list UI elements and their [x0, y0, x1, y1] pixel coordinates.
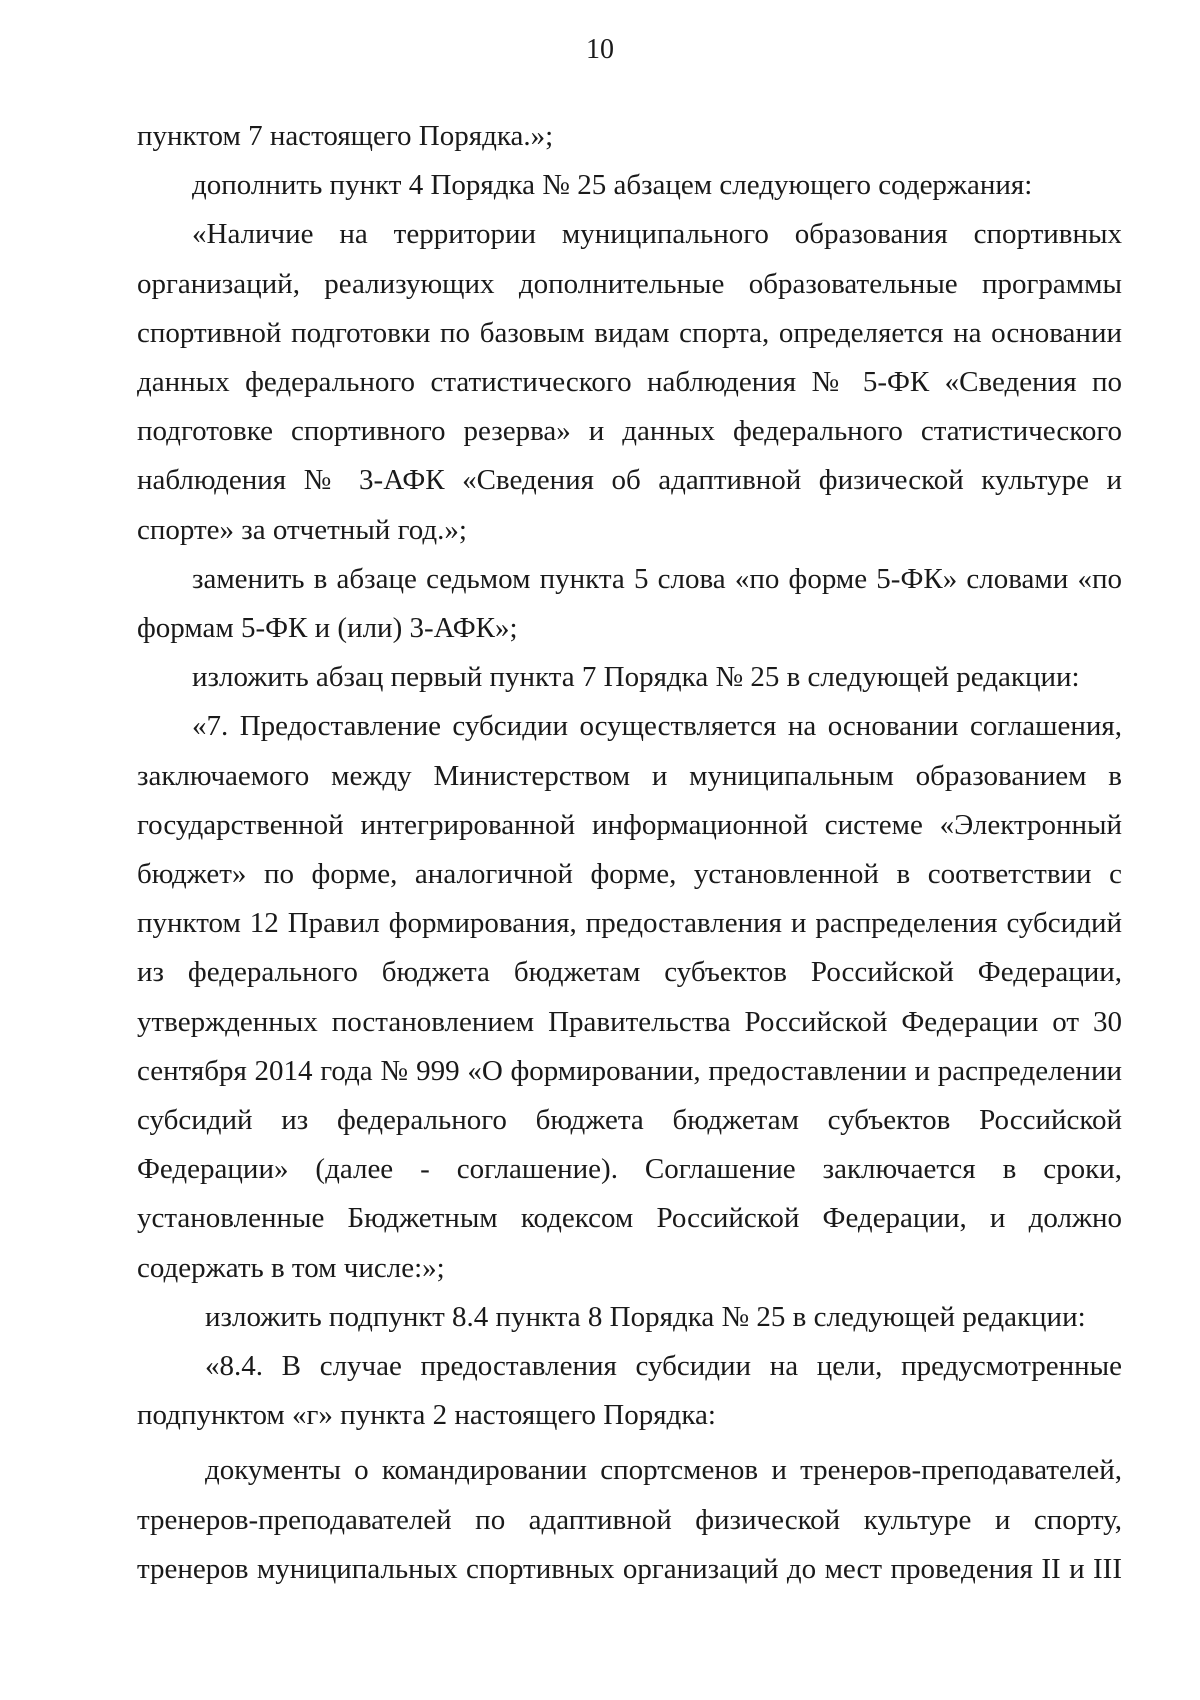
- paragraph-8: «8.4. В случае предоставления субсидии на цели, предусмотренные подпунктом «г» пункта 2 настоящего Порядка:: [137, 1350, 1122, 1432]
- paragraph-4: заменить в абзаце седьмом пункта 5 слова «по форме 5-ФК» словами «по формам 5-ФК и (или) 3-АФК»;: [137, 562, 1122, 645]
- paragraph-5: изложить абзац первый пункта 7 Порядка № 25 в следующей редакции:: [192, 661, 1080, 694]
- document-body: [137, 112, 1122, 1594]
- paragraph-9: документы о командировании спортсменов и тренеров-преподавателей, тренеров-преподавателей по адаптивной физической культуре и спорту, тренеров муниципальных спортивных организаций до мест проведения II и III: [137, 1454, 1122, 1585]
- paragraph-3: «Наличие на территории муниципального образования спортивных организаций, реализующих дополнительные образовательные программы спортивной подготовки по базовым видам спорта, определяется на основании данных федерального статистического наблюдения № 5-ФК «Сведения по подготовке спортивного резерва» и данных федерального статистического наблюдения № 3-АФК «Сведения об адаптивной физической культуре и спорте» за отчетный год.»;: [137, 218, 1122, 546]
- paragraph-6: «7. Предоставление субсидии осуществляется на основании соглашения, заключаемого между Министерством и муниципальным образованием в государственной интегрированной информационной системе «Электронный бюджет» по форме, аналогичной форме, установленной в соответствии с пунктом 12 Правил формирования, предоставления и распределения субсидий из федерального бюджета бюджетам субъектов Российской Федерации, утвержденных постановлением Правительства Российской Федерации от 30 сентября 2014 года № 999 «О формировании, предоставлении и распределении субсидий из федерального бюджета бюджетам субъектов Российской Федерации» (далее - соглашение). Соглашение заключается в сроки, установленные Бюджетным кодексом Российской Федерации, и должно содержать в том числе:»;: [137, 710, 1122, 1284]
- page-number: 10: [586, 34, 614, 65]
- paragraph-1: пунктом 7 настоящего Порядка.»;: [137, 120, 554, 152]
- paragraph-2: дополнить пункт 4 Порядка № 25 абзацем следующего содержания:: [192, 169, 1033, 202]
- paragraph-7: изложить подпункт 8.4 пункта 8 Порядка № 25 в следующей редакции:: [205, 1300, 1086, 1333]
